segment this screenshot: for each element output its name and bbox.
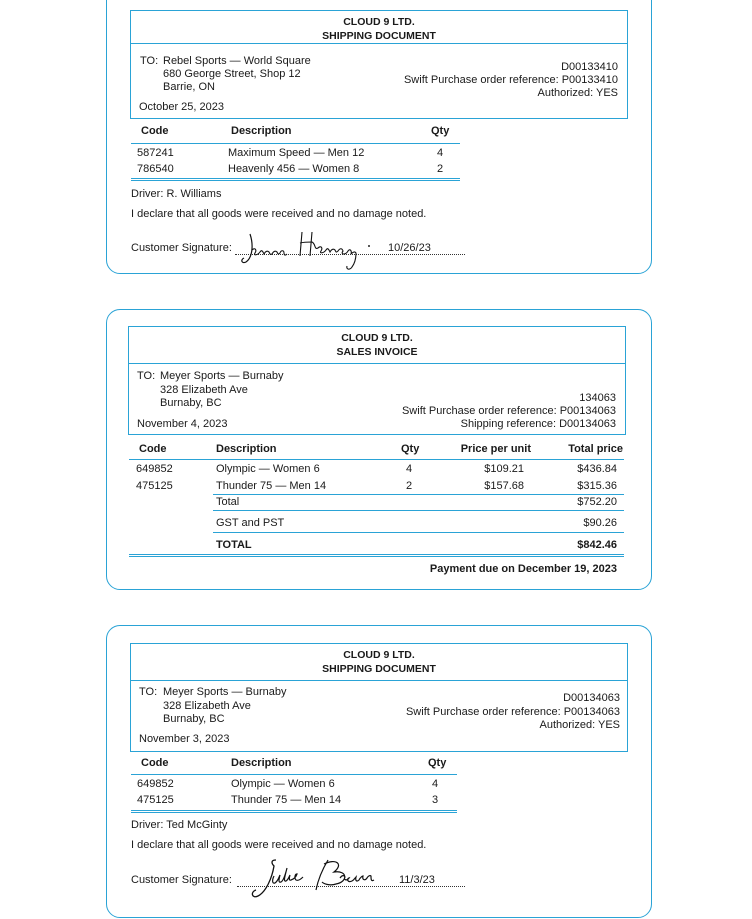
doc1-signature-label: Customer Signature: xyxy=(131,242,232,254)
doc1-po-reference: Swift Purchase order reference: P00133410 xyxy=(403,74,618,86)
doc2-to-label: TO: xyxy=(137,370,156,382)
doc2-rows-rule xyxy=(213,494,624,495)
doc3-driver: Driver: Ted McGinty xyxy=(131,819,228,831)
doc1-to-line-2: 680 George Street, Shop 12 xyxy=(163,68,301,80)
doc3-signature-date: 11/3/23 xyxy=(399,874,435,886)
doc1-table-bottom-rule xyxy=(131,178,460,181)
doc2-row-1-qty: 4 xyxy=(406,463,413,475)
doc3-header-rule xyxy=(131,774,457,775)
doc1-col-code: Code xyxy=(141,125,169,137)
doc2-row-2-code: 475125 xyxy=(136,480,173,492)
doc2-tax: $90.26 xyxy=(583,517,617,529)
doc3-to-line-3: Burnaby, BC xyxy=(163,713,225,725)
doc1-doc-type: SHIPPING DOCUMENT xyxy=(322,30,436,42)
doc2-subtotal-label: Total xyxy=(216,496,240,508)
doc2-grand-rule xyxy=(129,554,624,557)
doc2-header-rule xyxy=(129,459,624,460)
doc2-company: CLOUD 9 LTD. xyxy=(341,332,413,344)
doc2-subtotal: $752.20 xyxy=(577,496,617,508)
doc2-grand-total: $842.46 xyxy=(577,539,617,551)
doc2-doc-type: SALES INVOICE xyxy=(336,346,418,358)
doc2-shipping-reference: Shipping reference: D00134063 xyxy=(460,418,616,430)
doc1-header-rule xyxy=(131,143,460,144)
doc3-col-qty: Qty xyxy=(428,757,447,769)
doc2-payment-due: Payment due on December 19, 2023 xyxy=(429,563,617,575)
doc3-col-description: Description xyxy=(231,757,292,769)
doc3-table-bottom-rule xyxy=(131,810,457,813)
doc2-tax-rule xyxy=(213,532,624,533)
doc2-to-line-1: Meyer Sports — Burnaby xyxy=(160,370,284,382)
doc3-row-1-qty: 4 xyxy=(432,778,439,790)
doc1-doc-number: D00133410 xyxy=(561,61,618,73)
doc2-col-code: Code xyxy=(139,443,167,455)
doc1-authorized: Authorized: YES xyxy=(537,87,618,99)
doc1-declaration: I declare that all goods were received and no damage noted. xyxy=(131,208,427,220)
doc1-row-1-code: 587241 xyxy=(137,147,174,159)
doc2-row-1-total: $436.84 xyxy=(577,463,617,475)
doc3-company: CLOUD 9 LTD. xyxy=(343,649,415,661)
doc2-row-1-description: Olympic — Women 6 xyxy=(216,463,320,475)
doc3-declaration: I declare that all goods were received and no damage noted. xyxy=(131,839,427,851)
doc1-row-2-description: Heavenly 456 — Women 8 xyxy=(228,163,360,175)
doc3-row-2-description: Thunder 75 — Men 14 xyxy=(231,794,342,806)
doc3-row-1-description: Olympic — Women 6 xyxy=(231,778,335,790)
doc3-signature-image xyxy=(252,856,392,900)
doc1-company: CLOUD 9 LTD. xyxy=(343,16,415,28)
doc2-col-price: Price per unit xyxy=(460,443,531,455)
doc1-driver: Driver: R. Williams xyxy=(131,188,222,200)
doc2-row-2-price: $157.68 xyxy=(484,480,524,492)
doc2-to-line-2: 328 Elizabeth Ave xyxy=(160,384,248,396)
doc1-row-2-code: 786540 xyxy=(137,163,174,175)
doc2-row-1-price: $109.21 xyxy=(484,463,524,475)
doc3-title-block xyxy=(131,644,627,681)
doc1-row-2-qty: 2 xyxy=(437,163,444,175)
doc3-signature-label: Customer Signature: xyxy=(131,874,232,886)
doc3-authorized: Authorized: YES xyxy=(539,719,620,731)
doc1-row-1-description: Maximum Speed — Men 12 xyxy=(228,147,365,159)
doc2-col-total: Total price xyxy=(568,443,623,455)
doc1-signature-image xyxy=(240,226,380,268)
doc2-invoice-number: 134063 xyxy=(579,392,616,404)
doc2-col-description: Description xyxy=(216,443,277,455)
doc3-row-2-code: 475125 xyxy=(137,794,174,806)
doc3-to-line-1: Meyer Sports — Burnaby xyxy=(163,686,287,698)
doc3-row-1-code: 649852 xyxy=(137,778,174,790)
doc1-row-1-qty: 4 xyxy=(437,147,444,159)
doc1-to-label: TO: xyxy=(140,55,159,67)
doc2-row-1-code: 649852 xyxy=(136,463,173,475)
doc2-row-2-qty: 2 xyxy=(406,480,413,492)
doc2-tax-label: GST and PST xyxy=(216,517,285,529)
doc1-signature-date: 10/26/23 xyxy=(388,242,431,254)
doc1-to-line-1: Rebel Sports — World Square xyxy=(163,55,311,67)
doc3-row-2-qty: 3 xyxy=(432,794,439,806)
doc3-date: November 3, 2023 xyxy=(139,733,230,745)
doc2-po-reference: Swift Purchase order reference: P00134063 xyxy=(401,405,616,417)
doc1-title-block xyxy=(131,11,627,44)
doc1-col-qty: Qty xyxy=(431,125,450,137)
doc2-col-qty: Qty xyxy=(401,443,420,455)
doc3-to-label: TO: xyxy=(139,686,158,698)
doc3-po-reference: Swift Purchase order reference: P00134063 xyxy=(405,706,620,718)
doc2-to-line-3: Burnaby, BC xyxy=(160,397,222,409)
doc2-row-2-total: $315.36 xyxy=(577,480,617,492)
doc1-to-line-3: Barrie, ON xyxy=(163,81,215,93)
doc2-date: November 4, 2023 xyxy=(137,418,228,430)
doc3-doc-number: D00134063 xyxy=(563,692,620,704)
doc3-doc-type: SHIPPING DOCUMENT xyxy=(322,663,436,675)
doc1-col-description: Description xyxy=(231,125,292,137)
doc3-col-code: Code xyxy=(141,757,169,769)
doc2-subtotal-rule xyxy=(213,510,624,511)
doc2-grand-label: TOTAL xyxy=(216,539,252,551)
doc2-title-block xyxy=(129,327,625,364)
doc1-date: October 25, 2023 xyxy=(139,101,225,113)
doc2-row-2-description: Thunder 75 — Men 14 xyxy=(216,480,327,492)
doc3-to-line-2: 328 Elizabeth Ave xyxy=(163,700,251,712)
